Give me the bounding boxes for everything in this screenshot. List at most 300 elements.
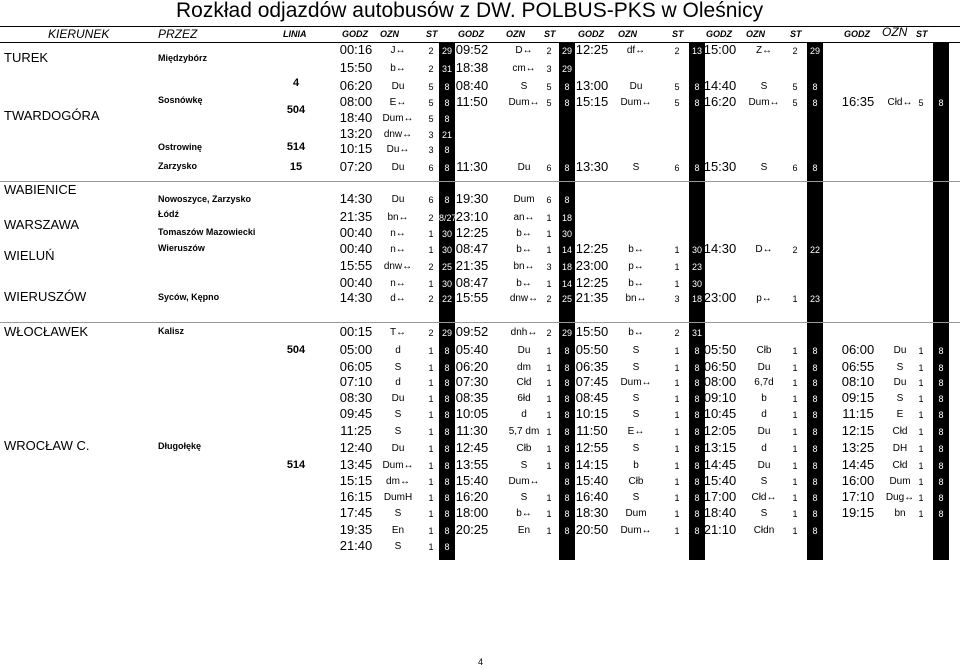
departure-platform: 8 <box>444 163 450 173</box>
departure-st: 1 <box>792 493 798 503</box>
departure-mark: S <box>394 362 402 373</box>
departure-st: 2 <box>428 46 434 56</box>
departure-st: 1 <box>428 493 434 503</box>
destination-name: WIELUŃ <box>4 248 55 263</box>
departure-st: 1 <box>674 444 680 454</box>
departure-time: 05:40 <box>455 342 489 357</box>
departure-st: 1 <box>792 394 798 404</box>
departure-mark: bn↔ <box>625 293 647 304</box>
departure-time: 19:15 <box>841 505 875 520</box>
departure-platform: 8 <box>444 363 450 373</box>
departure-mark: d <box>761 443 767 454</box>
departure-platform: 8 <box>694 163 700 173</box>
departure-mark: n↔ <box>390 244 406 255</box>
departure-platform: 8 <box>564 82 570 92</box>
header-przez: PRZEZ <box>158 27 198 41</box>
departure-time: 17:00 <box>703 489 737 504</box>
departure-time: 21:35 <box>339 209 373 224</box>
departure-platform: 8 <box>694 509 700 519</box>
departure-mark: Cłd <box>516 377 532 388</box>
departure-platform: 8 <box>812 493 818 503</box>
departure-mark: bn↔ <box>387 212 409 223</box>
header-p: P <box>937 29 944 39</box>
header-godz: GODZ <box>342 29 368 39</box>
departure-time: 08:10 <box>841 374 875 389</box>
departure-time: 18:38 <box>455 60 489 75</box>
departure-time: 06:20 <box>339 78 373 93</box>
departure-time: 12:45 <box>455 440 489 455</box>
header-godz: GODZ <box>458 29 484 39</box>
departure-platform: 8 <box>938 427 944 437</box>
header-st: ST <box>916 29 928 39</box>
departure-mark: Z↔ <box>755 45 773 56</box>
via-name: Tomaszów Mazowiecki <box>158 227 256 237</box>
departure-platform: 8 <box>564 509 570 519</box>
header-kierunek: KIERUNEK <box>48 27 110 41</box>
departure-time: 08:30 <box>339 390 373 405</box>
departure-platform: 8 <box>812 509 818 519</box>
header-godz: GODZ <box>844 29 870 39</box>
departure-platform: 8 <box>444 394 450 404</box>
departure-platform: 25 <box>561 294 572 304</box>
departure-mark: Dum↔ <box>620 525 652 536</box>
departure-mark: dnw↔ <box>509 293 539 304</box>
departure-st: 3 <box>546 64 552 74</box>
departure-platform: 25 <box>441 262 452 272</box>
destination-name: TWARDOGÓRA <box>4 108 100 123</box>
header-p: P <box>443 29 450 39</box>
departure-st: 2 <box>546 328 552 338</box>
departure-mark: b <box>761 393 767 404</box>
departure-platform: 8 <box>564 526 570 536</box>
departure-time: 12:05 <box>703 423 737 438</box>
departure-platform: 29 <box>441 46 452 56</box>
header-ozn: OZN <box>506 29 525 39</box>
departure-mark: dnh↔ <box>510 327 538 338</box>
departure-st: 1 <box>918 477 924 487</box>
departure-st: 1 <box>428 427 434 437</box>
departure-time: 20:25 <box>455 522 489 537</box>
departure-st: 1 <box>428 279 434 289</box>
departure-time: 09:15 <box>841 390 875 405</box>
departure-platform: 8 <box>812 526 818 536</box>
departure-platform: 14 <box>561 279 572 289</box>
departure-platform: 8 <box>812 163 818 173</box>
departure-time: 06:35 <box>575 359 609 374</box>
departure-st: 1 <box>546 363 552 373</box>
departure-time: 13:55 <box>455 457 489 472</box>
departure-mark: S <box>632 409 640 420</box>
departure-st: 5 <box>546 82 552 92</box>
departure-st: 5 <box>546 98 552 108</box>
departure-time: 11:30 <box>456 423 488 438</box>
departure-platform: 29 <box>561 328 572 338</box>
departure-mark: Dum <box>889 476 911 487</box>
departure-mark: Cłb <box>756 345 772 356</box>
departure-time: 10:15 <box>339 141 373 156</box>
departure-mark: Dum↔ <box>382 113 414 124</box>
departure-time: 07:45 <box>575 374 609 389</box>
departure-mark: Dum↔ <box>508 97 540 108</box>
departure-mark: T↔ <box>389 327 407 338</box>
departure-time: 05:00 <box>339 342 373 357</box>
departure-st: 1 <box>792 346 798 356</box>
departure-mark: Cłb <box>628 476 644 487</box>
departure-platform: 8 <box>938 346 944 356</box>
departure-st: 5 <box>792 98 798 108</box>
departure-st: 5 <box>792 82 798 92</box>
departure-time: 17:10 <box>841 489 875 504</box>
departure-platform: 8 <box>444 477 450 487</box>
departure-st: 1 <box>674 427 680 437</box>
departure-st: 1 <box>428 542 434 552</box>
departure-st: 1 <box>428 526 434 536</box>
departure-platform: 8 <box>444 493 450 503</box>
header-linia: LINIA <box>283 29 307 39</box>
departure-st: 1 <box>546 493 552 503</box>
departure-st: 2 <box>428 64 434 74</box>
departure-time: 08:40 <box>455 78 489 93</box>
departure-time: 14:30 <box>703 241 737 256</box>
departure-mark: Du <box>893 345 907 356</box>
departure-mark: dnw↔ <box>383 129 413 140</box>
departure-platform: 8 <box>694 461 700 471</box>
departure-platform: 8 <box>694 410 700 420</box>
departure-st: 1 <box>674 363 680 373</box>
section-rule <box>0 322 960 323</box>
departure-st: 1 <box>918 427 924 437</box>
departure-st: 2 <box>428 213 434 223</box>
departure-st: 5 <box>428 82 434 92</box>
departure-mark: S <box>520 492 528 503</box>
departure-st: 1 <box>674 394 680 404</box>
via-name: Sosnówkę <box>158 95 203 105</box>
destination-name: WABIENICE <box>4 182 77 197</box>
departure-st: 6 <box>546 163 552 173</box>
departure-time: 15:30 <box>703 159 737 174</box>
departure-st: 3 <box>546 262 552 272</box>
departure-st: 1 <box>428 245 434 255</box>
departure-mark: d <box>395 377 401 388</box>
departure-mark: S <box>394 426 402 437</box>
departure-platform: 8 <box>938 394 944 404</box>
departure-mark: cm↔ <box>512 63 536 74</box>
departure-time: 08:00 <box>339 94 373 109</box>
header-ozn: OZN <box>746 29 765 39</box>
departure-mark: dm↔ <box>386 476 410 487</box>
departure-platform: 8/27 <box>439 213 457 223</box>
departure-platform: 8 <box>564 477 570 487</box>
header-ozn: OZN <box>882 25 908 39</box>
departure-mark: d <box>395 345 401 356</box>
departure-time: 23:00 <box>703 290 737 305</box>
departure-st: 1 <box>918 410 924 420</box>
departure-mark: Dum↔ <box>620 377 652 388</box>
departure-time: 21:35 <box>575 290 609 305</box>
departure-mark: b↔ <box>628 244 644 255</box>
departure-st: 1 <box>674 509 680 519</box>
departure-platform: 30 <box>691 279 702 289</box>
departure-mark: En <box>517 525 531 536</box>
header-godz: GODZ <box>578 29 604 39</box>
departure-platform: 8 <box>812 477 818 487</box>
departure-mark: Du <box>757 460 771 471</box>
destination-name: WARSZAWA <box>4 217 80 232</box>
departure-platform: 8 <box>564 195 570 205</box>
departure-platform: 8 <box>938 98 944 108</box>
departure-st: 3 <box>428 145 434 155</box>
departure-mark: E <box>896 409 904 420</box>
departure-time: 10:15 <box>575 406 609 421</box>
departure-time: 00:15 <box>339 324 373 339</box>
departure-time: 15:15 <box>575 94 609 109</box>
via-name: Wieruszów <box>158 243 205 253</box>
departure-st: 1 <box>546 279 552 289</box>
departure-mark: an↔ <box>513 212 535 223</box>
departure-mark: S <box>760 508 768 519</box>
departure-mark: Dum <box>625 508 647 519</box>
departure-platform: 8 <box>564 394 570 404</box>
departure-mark: d <box>761 409 767 420</box>
departure-st: 1 <box>792 294 798 304</box>
departure-mark: Cłdn <box>753 525 775 536</box>
departure-time: 07:20 <box>339 159 373 174</box>
departure-mark: n↔ <box>390 278 406 289</box>
departure-mark: bn <box>894 508 906 519</box>
destination-name: WROCŁAW C. <box>4 438 90 453</box>
departure-mark: 5,7 dm <box>508 426 540 437</box>
departure-mark: Dum↔ <box>748 97 780 108</box>
departure-time: 19:35 <box>339 522 373 537</box>
departure-mark: b↔ <box>516 244 532 255</box>
departure-st: 1 <box>674 245 680 255</box>
departure-st: 2 <box>428 262 434 272</box>
departure-platform: 8 <box>564 427 570 437</box>
departure-mark: S <box>394 541 402 552</box>
departure-platform: 29 <box>561 46 572 56</box>
departure-time: 06:05 <box>339 359 373 374</box>
departure-mark: p↔ <box>628 261 644 272</box>
departure-st: 2 <box>674 328 680 338</box>
departure-mark: bn↔ <box>513 261 535 272</box>
departure-mark: S <box>896 362 904 373</box>
departure-time: 00:40 <box>339 275 373 290</box>
departure-mark: J↔ <box>390 45 406 56</box>
departure-time: 08:47 <box>455 241 489 256</box>
departure-platform: 8 <box>938 477 944 487</box>
departure-mark: Du <box>893 377 907 388</box>
departure-time: 20:50 <box>575 522 609 537</box>
via-name: Międzybórz <box>158 53 208 63</box>
departure-platform: 30 <box>561 229 572 239</box>
departure-time: 09:10 <box>703 390 737 405</box>
departure-st: 3 <box>674 294 680 304</box>
departure-mark: E↔ <box>389 97 407 108</box>
departure-st: 1 <box>918 363 924 373</box>
departure-time: 15:40 <box>703 473 737 488</box>
departure-platform: 8 <box>564 163 570 173</box>
departure-time: 06:20 <box>455 359 489 374</box>
departure-time: 14:30 <box>339 191 373 206</box>
departure-platform: 8 <box>812 427 818 437</box>
departure-st: 1 <box>546 526 552 536</box>
departure-platform: 8 <box>444 427 450 437</box>
via-name: Łódź <box>158 209 179 219</box>
departure-platform: 30 <box>441 229 452 239</box>
departure-st: 1 <box>792 427 798 437</box>
departure-st: 5 <box>674 98 680 108</box>
departure-platform: 29 <box>561 64 572 74</box>
departure-time: 06:50 <box>703 359 737 374</box>
departure-platform: 8 <box>564 378 570 388</box>
departure-platform: 8 <box>812 394 818 404</box>
departure-st: 1 <box>428 477 434 487</box>
via-name: Syców, Kępno <box>158 292 220 302</box>
departure-mark: Du <box>629 81 643 92</box>
departure-time: 15:00 <box>703 42 737 57</box>
departure-st: 1 <box>546 394 552 404</box>
header-ozn: OZN <box>618 29 637 39</box>
departure-mark: Du <box>757 426 771 437</box>
departure-mark: 6łd <box>517 393 531 404</box>
header-st: ST <box>426 29 438 39</box>
departure-platform: 8 <box>812 378 818 388</box>
departure-time: 16:35 <box>841 94 875 109</box>
departure-st: 1 <box>674 526 680 536</box>
departure-platform: 8 <box>444 410 450 420</box>
departure-time: 15:55 <box>455 290 489 305</box>
departure-st: 2 <box>428 328 434 338</box>
departure-mark: D↔ <box>515 45 533 56</box>
departure-st: 1 <box>428 394 434 404</box>
departure-time: 06:00 <box>841 342 875 357</box>
departure-mark: n↔ <box>390 228 406 239</box>
departure-st: 1 <box>428 509 434 519</box>
departure-mark: p↔ <box>756 293 772 304</box>
departure-platform: 8 <box>694 427 700 437</box>
departure-time: 07:10 <box>339 374 373 389</box>
departure-time: 11:50 <box>456 94 488 109</box>
departure-time: 15:50 <box>339 60 373 75</box>
departure-platform: 8 <box>812 461 818 471</box>
departure-platform: 8 <box>694 444 700 454</box>
via-name: Długołękę <box>158 441 202 451</box>
departure-platform: 8 <box>564 410 570 420</box>
departure-time: 18:40 <box>703 505 737 520</box>
departure-st: 1 <box>918 461 924 471</box>
departure-platform: 29 <box>441 328 452 338</box>
departure-mark: S <box>632 162 640 173</box>
via-name: Kalisz <box>158 326 185 336</box>
departure-st: 1 <box>674 493 680 503</box>
departure-st: 3 <box>428 130 434 140</box>
departure-time: 00:40 <box>339 241 373 256</box>
departure-st: 1 <box>918 444 924 454</box>
departure-platform: 30 <box>441 279 452 289</box>
departure-time: 13:30 <box>575 159 609 174</box>
header-st: ST <box>544 29 556 39</box>
departure-time: 12:15 <box>841 423 875 438</box>
departure-time: 15:40 <box>575 473 609 488</box>
departure-st: 6 <box>428 195 434 205</box>
departure-platform: 8 <box>564 98 570 108</box>
departure-mark: b↔ <box>516 228 532 239</box>
departure-platform: 8 <box>564 461 570 471</box>
departure-platform: 8 <box>564 493 570 503</box>
line-number: 504 <box>286 344 306 356</box>
departure-mark: dnw↔ <box>383 261 413 272</box>
departure-mark: Du <box>391 194 405 205</box>
departure-st: 1 <box>546 346 552 356</box>
via-name: Zarzysko <box>158 161 198 171</box>
departure-platform: 8 <box>694 346 700 356</box>
departure-mark: b↔ <box>390 63 406 74</box>
departure-st: 2 <box>674 46 680 56</box>
departure-platform: 18 <box>691 294 702 304</box>
departure-st: 1 <box>792 410 798 420</box>
departure-time: 16:20 <box>703 94 737 109</box>
departure-platform: 8 <box>444 444 450 454</box>
departure-platform: 8 <box>444 145 450 155</box>
departure-platform: 8 <box>694 394 700 404</box>
departure-mark: Du <box>517 345 531 356</box>
departure-time: 15:50 <box>575 324 609 339</box>
departure-time: 14:40 <box>703 78 737 93</box>
destination-name: WIERUSZÓW <box>4 289 87 304</box>
departure-mark: S <box>760 81 768 92</box>
departure-st: 1 <box>674 262 680 272</box>
section-rule <box>0 181 960 182</box>
departure-platform: 23 <box>809 294 820 304</box>
departure-platform: 8 <box>444 461 450 471</box>
departure-mark: En <box>391 525 405 536</box>
departure-platform: 8 <box>694 378 700 388</box>
departure-platform: 23 <box>691 262 702 272</box>
departure-mark: Dum↔ <box>508 476 540 487</box>
departure-platform: 8 <box>444 542 450 552</box>
departure-time: 11:50 <box>576 423 608 438</box>
departure-st: 1 <box>674 346 680 356</box>
departure-platform: 21 <box>441 130 452 140</box>
departure-platform: 8 <box>938 493 944 503</box>
departure-time: 16:15 <box>339 489 373 504</box>
departure-mark: Dug↔ <box>885 492 915 503</box>
departure-st: 1 <box>674 378 680 388</box>
departure-platform: 8 <box>694 363 700 373</box>
departure-st: 1 <box>674 279 680 289</box>
departure-time: 10:45 <box>703 406 737 421</box>
departure-platform: 8 <box>444 378 450 388</box>
departure-mark: S <box>632 345 640 356</box>
line-number: 4 <box>292 77 300 89</box>
departure-mark: DH <box>892 443 908 454</box>
departure-time: 12:25 <box>575 275 609 290</box>
departure-mark: 6,7d <box>754 377 774 388</box>
departure-time: 16:20 <box>455 489 489 504</box>
departure-time: 11:15 <box>842 406 874 421</box>
departure-time: 13:25 <box>841 440 875 455</box>
via-name: Nowoszyce, Zarzysko <box>158 194 252 204</box>
departure-mark: b↔ <box>516 508 532 519</box>
departure-st: 1 <box>918 509 924 519</box>
departure-time: 08:47 <box>455 275 489 290</box>
departure-st: 1 <box>546 213 552 223</box>
departure-mark: S <box>760 162 768 173</box>
departure-platform: 30 <box>441 245 452 255</box>
departure-platform: 8 <box>444 195 450 205</box>
departure-platform: 8 <box>938 410 944 420</box>
departure-time: 16:40 <box>575 489 609 504</box>
